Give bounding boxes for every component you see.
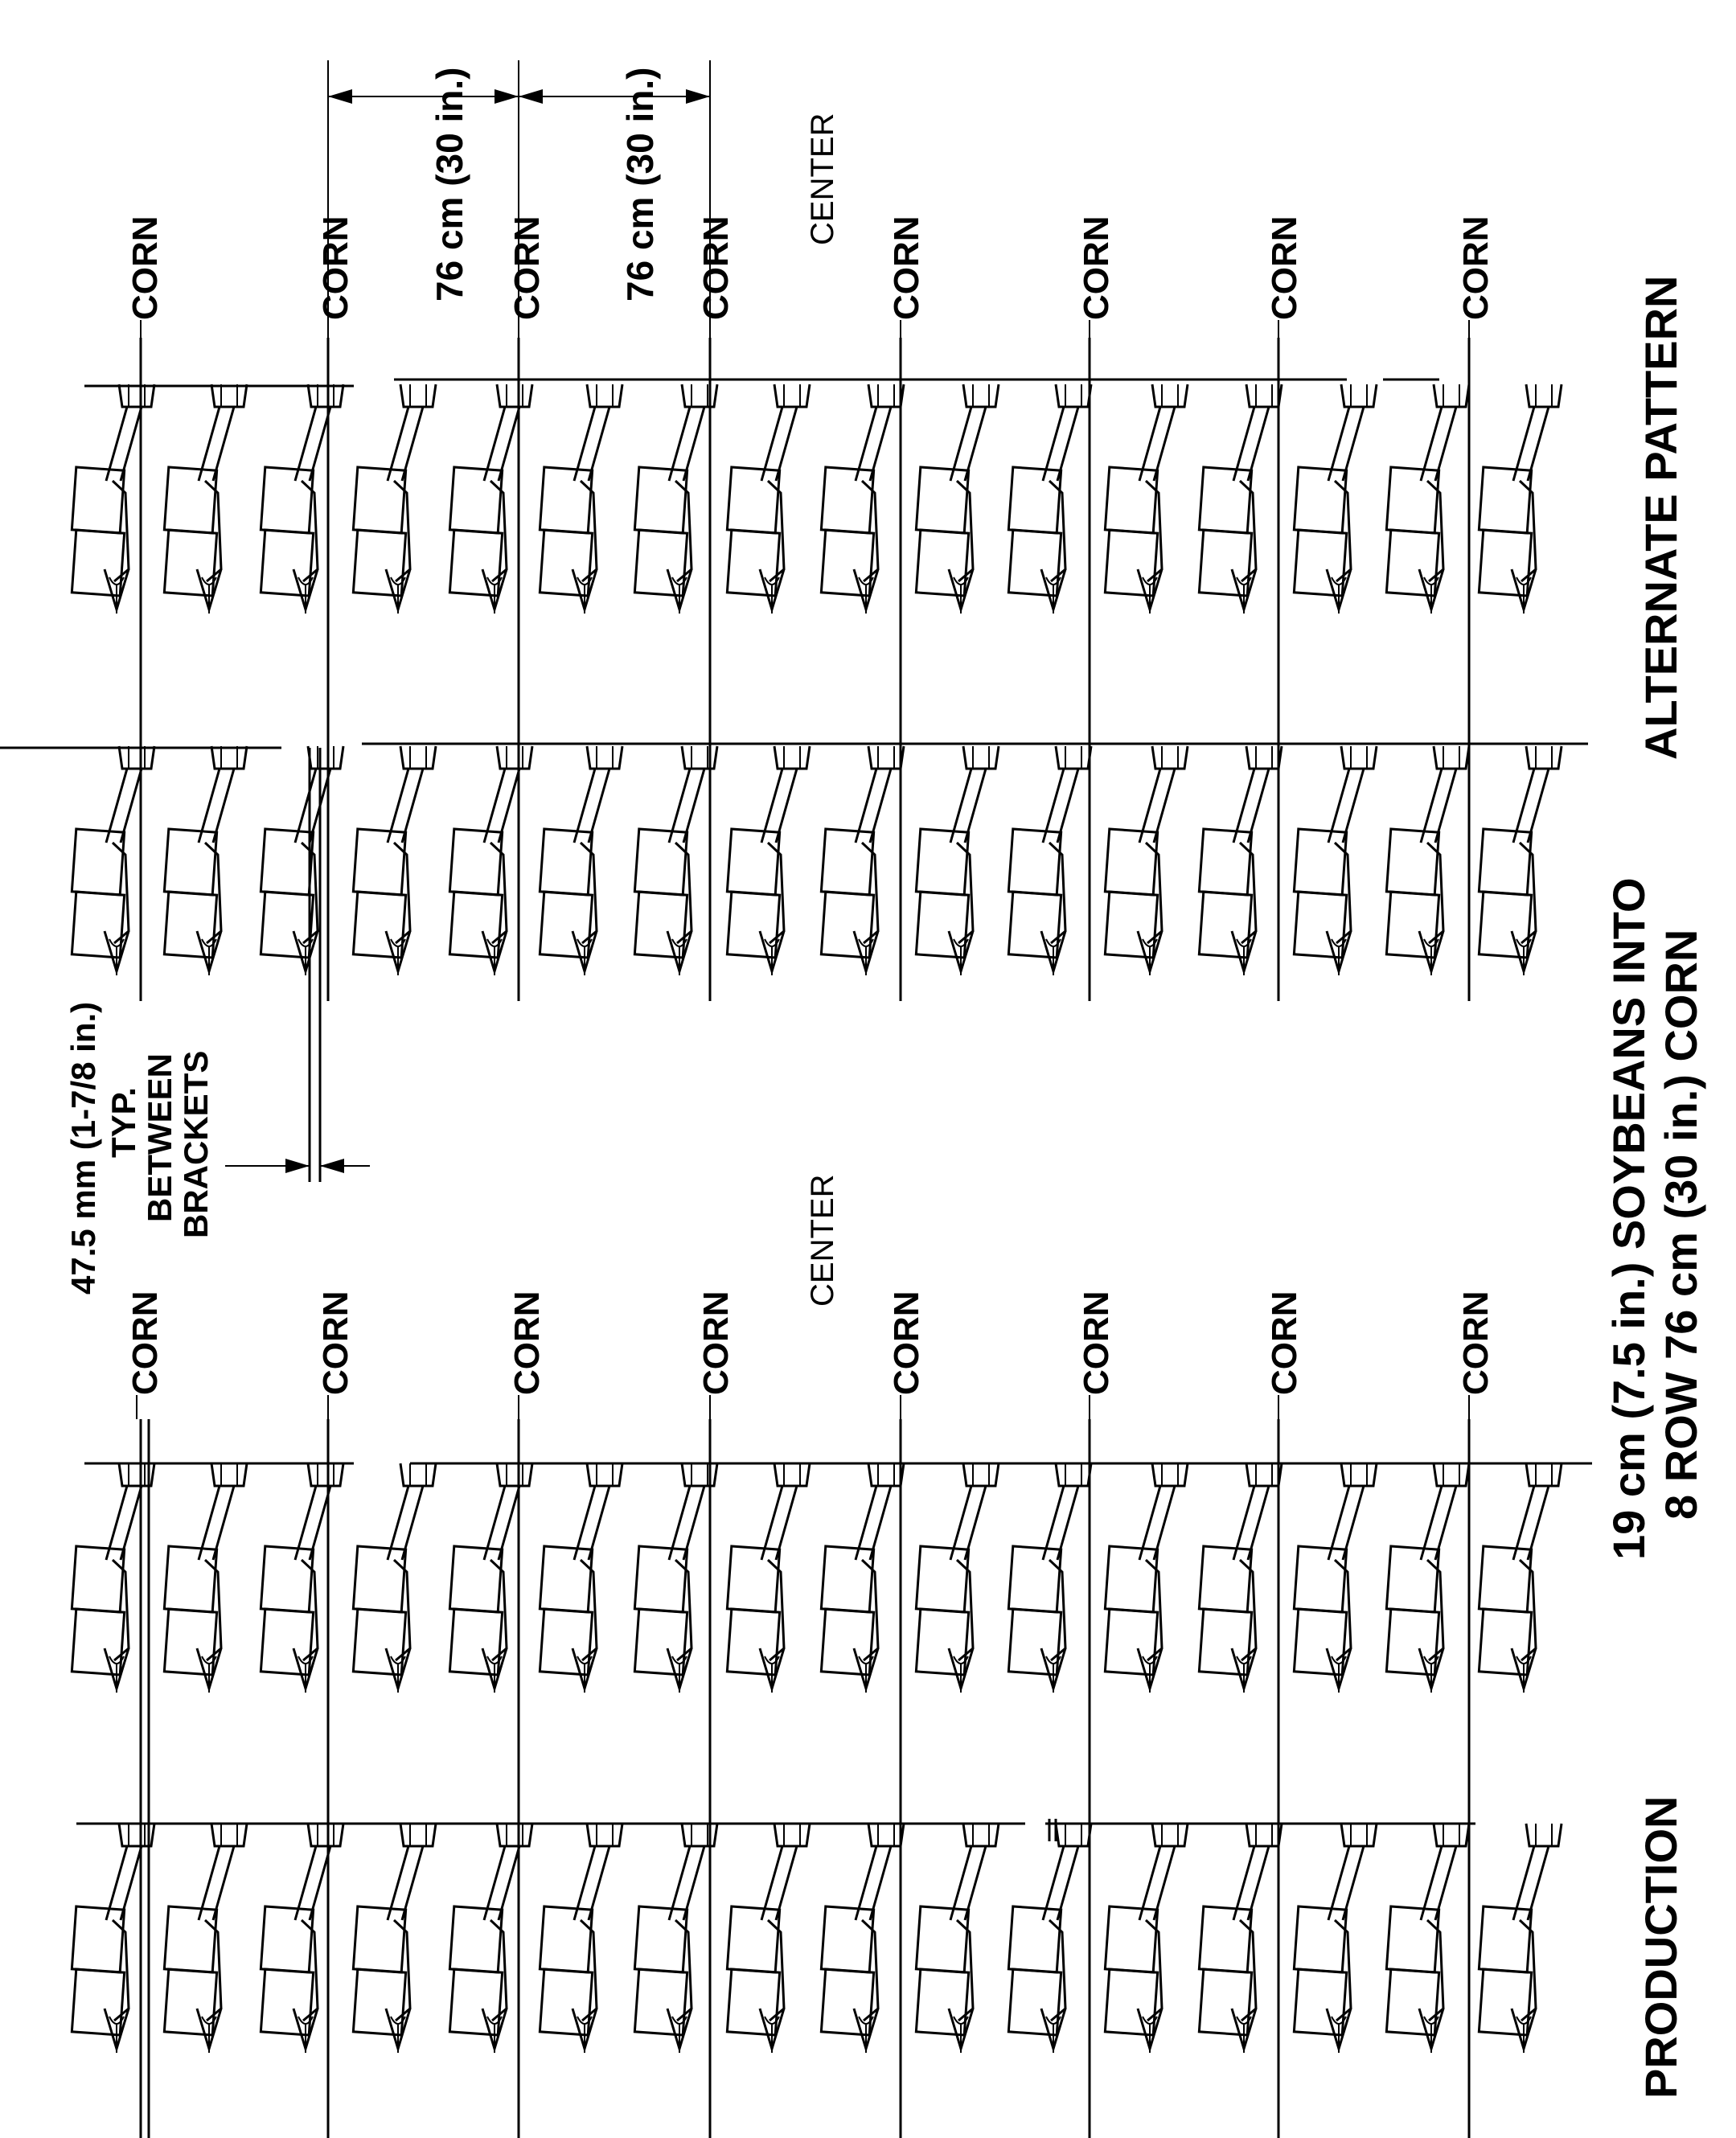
row-unit	[1294, 1463, 1377, 1693]
row-unit	[1386, 746, 1469, 975]
row-unit	[1294, 384, 1377, 613]
row-unit	[727, 1824, 810, 2053]
row-unit	[634, 384, 717, 613]
center-label: CENTER	[805, 113, 840, 245]
row-unit	[1386, 384, 1469, 613]
row-unit	[821, 1824, 904, 2053]
row-unit	[1479, 384, 1562, 613]
row-unit	[916, 1824, 999, 2053]
row-spacing-label: 76 cm (30 in.)	[619, 67, 661, 302]
soybean-caption-line1: 19 cm (7.5 in.) SOYBEANS INTO	[1603, 877, 1654, 1560]
corn-label: CORN	[1456, 1291, 1496, 1395]
row-unit	[449, 1463, 532, 1693]
row-unit	[72, 1463, 154, 1693]
corn-label: CORN	[1077, 215, 1116, 320]
production-corn-label-leaders	[137, 1395, 1469, 1419]
row-unit	[821, 1463, 904, 1693]
row-unit	[540, 1824, 622, 2053]
row-unit	[540, 746, 622, 975]
row-unit	[1105, 1463, 1188, 1693]
figure-captions	[1603, 276, 1706, 2099]
toolbars	[0, 380, 1592, 1841]
row-unit	[821, 746, 904, 975]
row-unit	[353, 384, 436, 613]
corn-label: CORN	[1077, 1291, 1116, 1395]
row-unit	[727, 1463, 810, 1693]
row-unit	[1105, 746, 1188, 975]
bracket-spacing-brackets: BRACKETS	[177, 1050, 215, 1238]
corn-label: CORN	[696, 215, 736, 320]
row-unit	[1386, 1463, 1469, 1693]
row-unit	[1199, 746, 1282, 975]
row-unit	[164, 384, 247, 613]
row-unit	[449, 746, 532, 975]
row-unit	[164, 1824, 247, 2053]
row-unit	[727, 746, 810, 975]
corn-label: CORN	[1456, 215, 1496, 320]
corn-label: CORN	[887, 1291, 926, 1395]
row-unit	[916, 746, 999, 975]
row-unit	[1199, 1463, 1282, 1693]
row-unit	[916, 384, 999, 613]
row-unit	[1105, 1824, 1188, 2053]
row-unit	[540, 384, 622, 613]
corn-label: CORN	[1265, 215, 1304, 320]
corn-label: CORN	[125, 215, 165, 320]
bracket-spacing-value: 47.5 mm (1-7/8 in.)	[64, 1001, 102, 1295]
row-unit	[1479, 746, 1562, 975]
production-caption: PRODUCTION	[1635, 1795, 1686, 2099]
row-unit	[1008, 1824, 1091, 2053]
row-unit	[634, 1824, 717, 2053]
row-unit	[353, 746, 436, 975]
corn-label: CORN	[316, 1291, 355, 1395]
row-unit	[1199, 1824, 1282, 2053]
corn-label: CORN	[125, 1291, 165, 1395]
row-unit	[261, 1824, 343, 2053]
alternate-corn-row-lines	[141, 338, 1469, 1182]
row-unit	[261, 746, 343, 975]
row-unit	[1294, 1824, 1377, 2053]
center-label: CENTER	[805, 1174, 840, 1307]
soybean-caption-line2: 8 ROW 76 cm (30 in.) CORN	[1656, 929, 1706, 1520]
production-corn-labels	[125, 1175, 1496, 1395]
corn-label: CORN	[507, 215, 547, 320]
row-unit	[540, 1463, 622, 1693]
corn-label: CORN	[887, 215, 926, 320]
corn-label: CORN	[316, 215, 355, 320]
row-unit	[1479, 1463, 1562, 1693]
row-unit	[1386, 1824, 1469, 2053]
row-unit	[1479, 1824, 1562, 2053]
row-unit	[261, 1463, 343, 1693]
alternate-corn-labels	[125, 113, 1496, 320]
alternate-pattern-caption: ALTERNATE PATTERN	[1635, 275, 1686, 760]
row-unit	[1294, 746, 1377, 975]
row-unit	[164, 746, 247, 975]
row-unit	[261, 384, 343, 613]
row-unit	[72, 1824, 154, 2053]
bracket-spacing-between: BETWEEN	[141, 1053, 179, 1222]
row-unit	[164, 1463, 247, 1693]
row-unit	[449, 384, 532, 613]
row-unit	[1008, 746, 1091, 975]
row-unit	[1008, 384, 1091, 613]
bracket-spacing-note	[64, 1002, 370, 1295]
corn-label: CORN	[1265, 1291, 1304, 1395]
row-unit	[1199, 384, 1282, 613]
row-unit	[72, 384, 154, 613]
production-corn-row-lines	[141, 1419, 1469, 2138]
row-unit	[634, 746, 717, 975]
row-unit	[353, 1824, 436, 2053]
row-unit	[72, 746, 154, 975]
bracket-spacing-typ: TYP.	[105, 1087, 142, 1158]
corn-label: CORN	[696, 1291, 736, 1395]
row-unit	[1105, 384, 1188, 613]
row-unit	[634, 1463, 717, 1693]
row-unit	[353, 1463, 436, 1693]
corn-label: CORN	[507, 1291, 547, 1395]
row-unit	[821, 384, 904, 613]
row-spacing-label: 76 cm (30 in.)	[429, 67, 470, 302]
row-unit	[916, 1463, 999, 1693]
row-unit	[727, 384, 810, 613]
row-unit	[1008, 1463, 1091, 1693]
row-unit	[449, 1824, 532, 2053]
